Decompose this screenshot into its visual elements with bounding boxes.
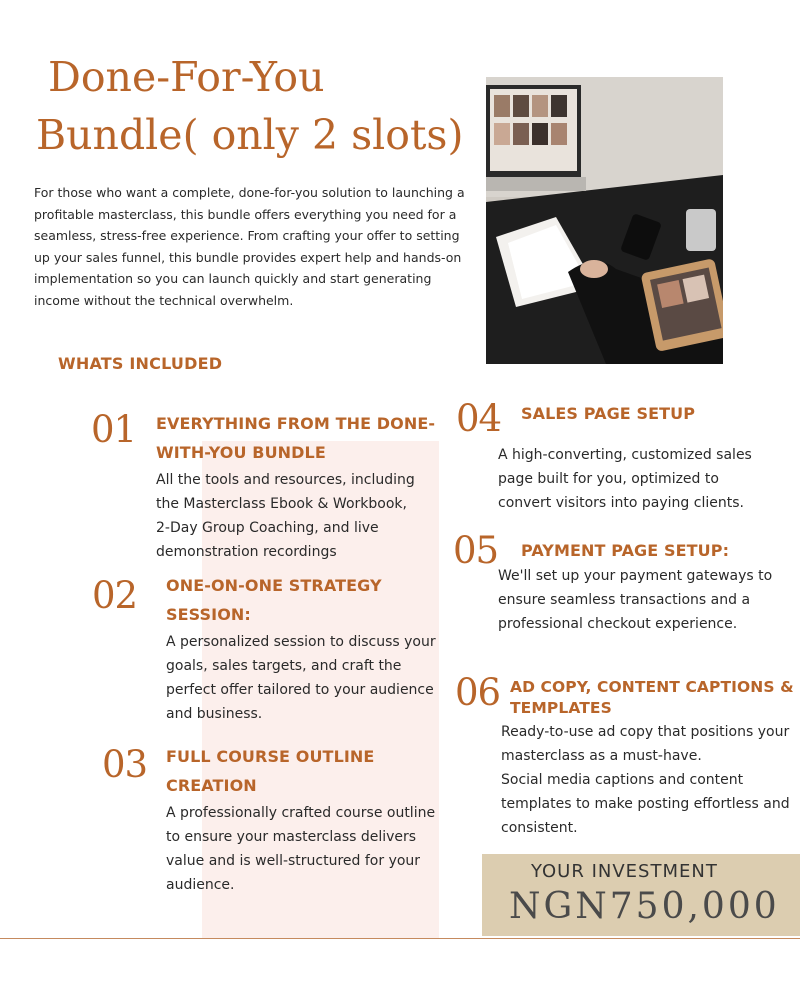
item-title-line-1: PAYMENT PAGE SETUP: [521,541,730,560]
intro-paragraph: For those who want a complete, done-for-you solution to launching a profitable masterclass, this bundle offers everything you need for a seamless, stress-free experience. From crafting your offer to setting up your sales funnel, this bundle provides expert help and hands-on implementation so you can launch quickly and start generating income without the technical overwhelm. [34,185,465,308]
list-item-title [521,536,800,565]
investment-label: YOUR INVESTMENT [531,861,718,882]
item-title-line-2: WITH-YOU BUNDLE [156,443,326,462]
item-desc-line: professional checkout experience. [498,616,738,632]
item-number: 04 [456,397,502,440]
list-item-title [510,673,800,714]
item-desc-line: Ready-to-use ad copy that positions your [501,724,790,740]
item-desc-line: Social media captions and content [501,772,744,788]
list-item [166,742,466,897]
item-title-line-1: EVERYTHING FROM THE DONE- [156,414,436,433]
item-desc-line: All the tools and resources, including [156,472,415,488]
item-desc-line: audience. [166,877,235,893]
page-title [36,48,476,164]
list-item-title [521,399,800,428]
item-number: 01 [91,408,137,451]
item-title-line-1: ONE-ON-ONE STRATEGY [166,576,382,595]
section-title: WHATS INCLUDED [58,354,223,373]
item-desc-line: A personalized session to discuss your [166,634,436,650]
title-line-1: Done-For-You [48,53,325,101]
item-desc-line: masterclass as a must-have. [501,748,702,764]
item-title-line-2: CREATION [166,776,257,795]
list-item-desc [498,564,800,636]
item-desc-line: value and is well-structured for your [166,853,421,869]
item-desc-line: goals, sales targets, and craft the [166,658,402,674]
item-desc-line: demonstration recordings [156,544,337,560]
investment-price: NGN750,000 [509,886,780,927]
item-desc-line: consistent. [501,820,578,836]
title-line-2: Bundle( only 2 slots) [36,111,464,159]
item-title-line-1: FULL COURSE OUTLINE [166,747,375,766]
item-desc-line: templates to make posting effortless and [501,796,790,812]
item-desc-line: convert visitors into paying clients. [498,495,744,511]
item-desc-line: ensure seamless transactions and a [498,592,751,608]
item-title-line-2: SESSION: [166,605,251,624]
item-title-line-1: SALES PAGE SETUP [521,404,696,423]
bottom-divider [0,938,800,939]
item-number: 02 [92,574,138,617]
item-desc-line: 2-Day Group Coaching, and live [156,520,379,536]
list-item-desc [501,720,800,840]
list-item [156,409,456,564]
item-title-line-1: AD COPY, CONTENT CAPTIONS & [510,678,794,696]
item-desc-line: perfect offer tailored to your audience [166,682,434,698]
item-desc-line: We'll set up your payment gateways to [498,568,773,584]
workspace-photo [486,77,723,364]
item-desc-line: A high-converting, customized sales [498,447,752,463]
item-number: 03 [102,743,148,786]
item-number: 06 [455,671,501,714]
list-item-desc [498,443,800,515]
list-item [166,571,466,726]
item-number: 05 [453,529,499,572]
item-desc-line: A professionally crafted course outline [166,805,436,821]
item-title-line-2: TEMPLATES [510,699,612,714]
item-desc-line: to ensure your masterclass delivers [166,829,417,845]
item-desc-line: the Masterclass Ebook & Workbook, [156,496,407,512]
item-desc-line: page built for you, optimized to [498,471,719,487]
item-desc-line: and business. [166,706,263,722]
